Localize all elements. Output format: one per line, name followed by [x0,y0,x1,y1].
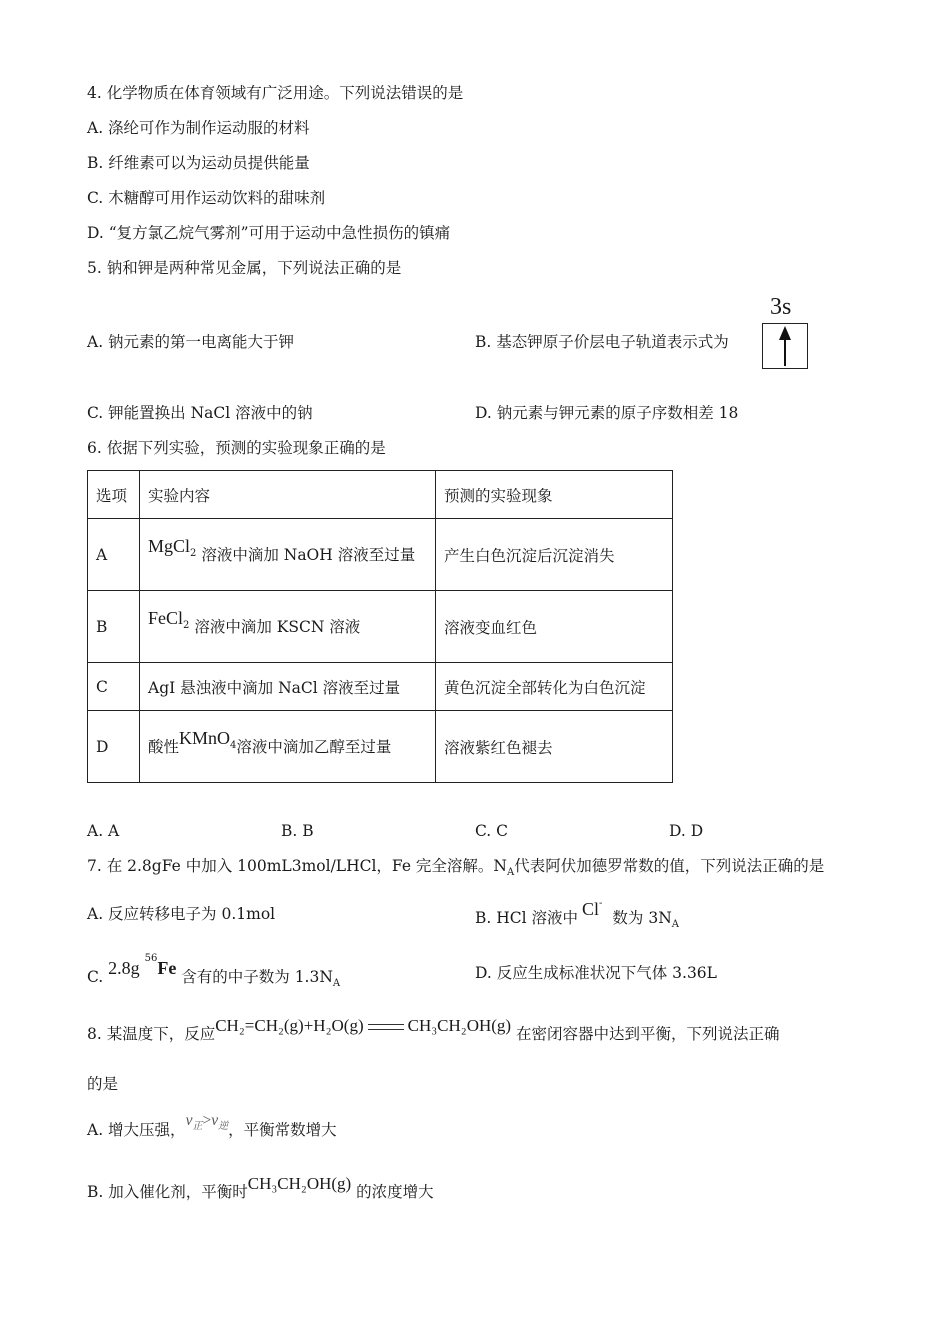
header-option: 选项 [88,471,140,519]
orbital-diagram-box [762,323,808,369]
table-row [88,519,673,591]
greater-than: > [202,1112,212,1129]
q4-option-a: A. 涤纶可作为制作运动服的材料 [87,119,310,137]
formula-subscript: 2 [190,547,197,559]
q6-stem: 6. 依据下列实验，预测的实验现象正确的是 [87,439,386,457]
equation-products: CH₃CH₂OH(g) [407,1016,512,1035]
q7-b-pre: B. HCl 溶液中 [475,909,579,927]
q5-option-b: B. 基态钾原子价层电子轨道表示式为 [475,333,729,351]
q8-option-a [87,1112,337,1147]
q5-option-a: A. 钠元素的第一电离能大于钾 [87,333,295,351]
row-content: AgI 悬浊液中滴加 NaCl 溶液至过量 [140,663,436,711]
row-content [140,591,436,663]
row-option: A [88,519,140,591]
q7-c-element: Fe [157,958,177,978]
row-result: 黄色沉淀全部转化为白色沉淀 [436,663,673,711]
formula-subscript: 4 [230,739,237,751]
row-result: 溶液变血红色 [436,591,673,663]
rate-expression [185,1112,229,1132]
q7-c-sub: A [332,978,341,989]
v-reverse-sub: 逆 [218,1121,229,1132]
row-content [140,519,436,591]
q7-stem-b: 代表阿伏加德罗常数的值，下列说法正确的是 [514,857,825,875]
header-content: 实验内容 [140,471,436,519]
formula: FeCl [148,607,184,628]
v-reverse: v [211,1112,219,1129]
q8-a-pre: A. 增大压强， [87,1121,186,1139]
row-option: B [88,591,140,663]
q8-b-pre: B. 加入催化剂，平衡时 [87,1183,248,1201]
row-result: 溶液紫红色褪去 [436,711,673,783]
table-row [88,711,673,783]
q4-option-d: D. “复方氯乙烷气雾剂”可用于运动中急性损伤的镇痛 [87,224,451,242]
q4-option-b: B. 纤维素可以为运动员提供能量 [87,154,310,172]
row-content [140,711,436,783]
q8-b-formula: CH₃CH₂OH(g) [247,1174,352,1193]
table-row [88,591,673,663]
q7-option-c [87,953,341,994]
q7-stem [87,856,824,883]
q4-option-c: C. 木糖醇可用作运动饮料的甜味剂 [87,189,326,207]
spin-up-arrow-stem [784,336,786,366]
q7-b-sub: A [671,919,680,930]
q7-c-post: 含有的中子数为 1.3N [181,968,333,986]
q6-choice-b: B. B [281,822,314,840]
content-prefix: 酸性 [148,737,180,756]
row-option: C [88,663,140,711]
q6-choice-a: A. A [87,822,120,840]
q4-stem: 4. 化学物质在体育领域有广泛用途。下列说法错误的是 [87,84,464,102]
formula: KMnO [179,727,231,748]
chloride-charge: - [599,898,603,909]
q8-b-post: 的浓度增大 [356,1183,434,1201]
q7-c-pre: C. [87,968,104,986]
equation-reactants: CH₂=CH₂(g)+H₂O(g) [215,1016,364,1035]
q7-stem-a: 7. 在 2.8gFe 中加入 100mL3mol/LHCl，Fe 完全溶解。N [87,857,507,875]
q8-stem-post: 在密闭容器中达到平衡，下列说法正确 [516,1025,780,1043]
chloride-ion: Cl [582,899,600,919]
row-result: 产生白色沉淀后沉淀消失 [436,519,673,591]
q6-choice-c: C. C [475,822,509,840]
q7-option-b [475,898,680,935]
table-row [88,663,673,711]
q7-b-post: 数为 3N [612,909,672,927]
experiment-table [87,470,673,783]
formula-subscript: 2 [183,619,190,631]
equilibrium-arrow-icon [368,1021,404,1033]
q5-option-d: D. 钠元素与钾元素的原子序数相差 18 [475,404,739,422]
q7-option-d: D. 反应生成标准状况下气体 3.36L [475,964,717,982]
q8-stem [87,1016,780,1044]
q8-stem-cont: 的是 [87,1075,119,1093]
q7-stem-sub: A [507,867,515,878]
v-forward-sub: 正 [192,1121,203,1132]
content-text: 溶液中滴加 NaOH 溶液至过量 [201,545,416,564]
q8-a-post: ，平衡常数增大 [228,1121,337,1139]
content-text: 溶液中滴加 KSCN 溶液 [194,617,361,636]
table-header-row [88,471,673,519]
q7-c-mass-number: 56 [144,953,158,964]
q8-stem-pre: 8. 某温度下，反应 [87,1025,216,1043]
q7-option-a: A. 反应转移电子为 0.1mol [87,905,276,923]
v-forward: v [185,1112,193,1129]
row-option: D [88,711,140,783]
orbital-label: 3s [770,294,792,320]
q5-option-c: C. 钾能置换出 NaCl 溶液中的钠 [87,404,313,422]
q8-option-b [87,1174,434,1202]
q6-choice-d: D. D [669,822,704,840]
q5-stem: 5. 钠和钾是两种常见金属，下列说法正确的是 [87,259,402,277]
header-result: 预测的实验现象 [436,471,673,519]
content-text: 溶液中滴加乙醇至过量 [236,737,392,756]
q7-c-mass: 2.8g [108,958,140,978]
formula: MgCl [148,535,191,556]
